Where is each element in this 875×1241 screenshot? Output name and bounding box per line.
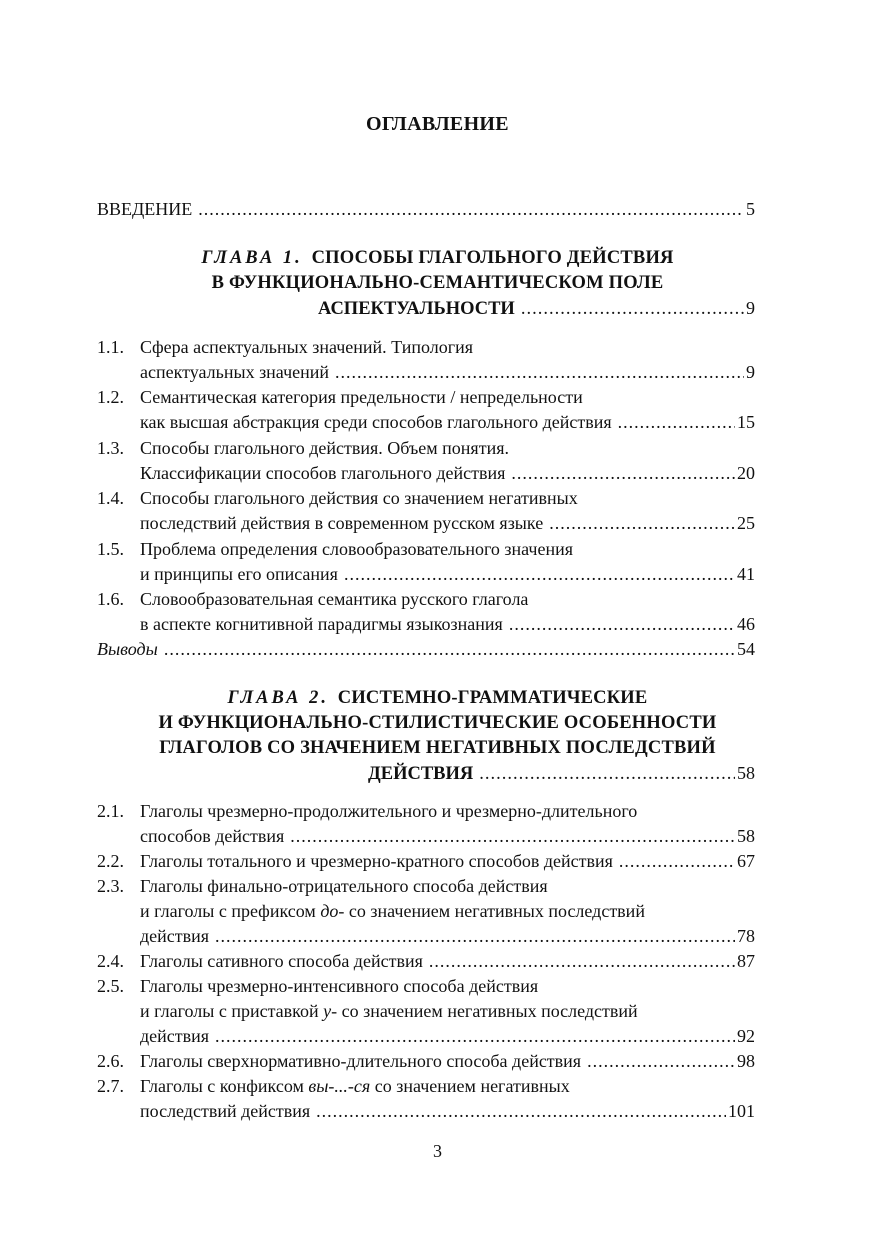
page-ref: 92 <box>737 1026 755 1046</box>
entry-label: ВВЕДЕНИЕ <box>97 199 193 219</box>
leader-dots <box>290 824 735 849</box>
page-ref: 9 <box>746 298 755 318</box>
section-number: 2.2. <box>97 851 124 871</box>
toc-entry-chapter-2[interactable] <box>368 761 755 786</box>
toc-entry-section-2-4[interactable] <box>140 949 755 974</box>
leader-dots <box>429 949 735 974</box>
page-ref: 54 <box>737 639 755 659</box>
chapter-2-title-part-4: ДЕЙСТВИЯ <box>368 764 474 784</box>
toc-entry-section-2-1[interactable] <box>140 824 755 849</box>
leader-dots <box>479 762 735 787</box>
confix-term: вы-...-ся <box>308 1076 371 1096</box>
section-title-line-1[interactable]: Способы глагольного действия со значением негативных <box>140 488 578 508</box>
leader-dots <box>619 849 735 874</box>
chapter-1-heading-line-1 <box>0 246 875 271</box>
leader-dots <box>215 1024 735 1049</box>
text-run: Глаголы с конфиксом <box>140 1076 309 1096</box>
toc-entry-chapter-1[interactable] <box>318 296 755 321</box>
toc-entry-section-2-3[interactable] <box>140 924 755 949</box>
prefix-term: до- <box>320 901 345 921</box>
section-title-line-1[interactable]: Семантическая категория предельности / непредельности <box>140 387 583 407</box>
entry-label: Выводы <box>97 639 158 659</box>
page-ref: 67 <box>737 851 755 871</box>
toc-entry-section-2-2[interactable] <box>140 849 755 874</box>
leader-dots <box>511 461 735 486</box>
section-title-line-1[interactable] <box>140 1074 570 1099</box>
leader-dots <box>587 1049 735 1074</box>
page-ref: 46 <box>737 614 755 634</box>
chapter-1-title-part-1: СПОСОБЫ ГЛАГОЛЬНОГО ДЕЙСТВИЯ <box>311 248 674 268</box>
toc-entry-section-2-7[interactable] <box>140 1099 755 1124</box>
leader-dots <box>344 562 735 587</box>
toc-entry-section-1-1[interactable] <box>140 360 755 385</box>
section-title-line-2: как высшая абстракция среди способов глагольного действия <box>140 412 612 432</box>
section-title-line-1[interactable]: Словообразовательная семантика русского глагола <box>140 589 529 609</box>
page-ref: 15 <box>737 412 755 432</box>
chapter-2-heading-line-2: И ФУНКЦИОНАЛЬНО-СТИЛИСТИЧЕСКИЕ ОСОБЕННОСТИ <box>158 713 717 733</box>
page-ref: 20 <box>737 463 755 483</box>
page-ref: 78 <box>737 926 755 946</box>
section-number: 2.6. <box>97 1051 124 1071</box>
section-number: 2.4. <box>97 951 124 971</box>
section-title-line-2[interactable] <box>140 999 638 1024</box>
page-ref: 5 <box>746 199 755 219</box>
section-number: 2.3. <box>97 876 124 896</box>
page-number: 3 <box>433 1141 442 1161</box>
chapter-2-title-part-1: СИСТЕМНО-ГРАММАТИЧЕСКИЕ <box>337 688 648 708</box>
text-run: и глаголы с приставкой <box>140 1001 324 1021</box>
chapter-1-title-part-3: АСПЕКТУАЛЬНОСТИ <box>318 299 515 319</box>
section-number: 1.3. <box>97 438 124 458</box>
leader-dots <box>164 637 735 662</box>
section-title-line-1[interactable]: Способы глагольного действия. Объем понятия. <box>140 438 509 458</box>
toc-entry-section-1-4[interactable] <box>140 511 755 536</box>
section-title-line-2: в аспекте когнитивной парадигмы языкознания <box>140 614 503 634</box>
section-number: 2.1. <box>97 801 124 821</box>
toc-entry-section-1-6[interactable] <box>140 612 755 637</box>
section-number: 1.4. <box>97 488 124 508</box>
section-number: 1.2. <box>97 387 124 407</box>
text-run: со значением негативных последствий <box>337 1001 638 1021</box>
page-ref: 101 <box>728 1101 755 1121</box>
page-ref: 98 <box>737 1051 755 1071</box>
section-number: 1.5. <box>97 539 124 559</box>
leader-dots <box>198 197 744 222</box>
toc-entry-section-1-2[interactable] <box>140 410 755 435</box>
section-number: 1.6. <box>97 589 124 609</box>
chapter-2-lead: ГЛАВА 2. <box>227 688 329 708</box>
section-title-line-1[interactable]: Проблема определения словообразовательного значения <box>140 539 573 559</box>
leader-dots <box>316 1099 726 1124</box>
text-run: со значением негативных <box>370 1076 570 1096</box>
toc-entry-section-2-6[interactable] <box>140 1049 755 1074</box>
prefix-term: у- <box>323 1001 338 1021</box>
section-title-line-1: Глаголы сверхнормативно-длительного способа действия <box>140 1051 582 1071</box>
leader-dots <box>335 360 744 385</box>
chapter-2-heading-line-3: ГЛАГОЛОВ СО ЗНАЧЕНИЕМ НЕГАТИВНЫХ ПОСЛЕДСТВИЙ <box>159 738 716 758</box>
leader-dots <box>509 612 735 637</box>
page-ref: 25 <box>737 513 755 533</box>
section-title-line-2: способов действия <box>140 826 285 846</box>
toc-entry-section-1-3[interactable] <box>140 461 755 486</box>
section-title-line-1[interactable]: Глаголы чрезмерно-интенсивного способа действия <box>140 976 539 996</box>
section-title-line-2: последствий действия в современном русском языке <box>140 513 544 533</box>
section-title-line-2: последствий действия <box>140 1101 311 1121</box>
section-number: 2.7. <box>97 1076 124 1096</box>
section-title-line-1[interactable]: Глаголы финально-отрицательного способа действия <box>140 876 548 896</box>
page-ref: 58 <box>737 826 755 846</box>
leader-dots <box>618 410 735 435</box>
toc-entry-conclusions[interactable] <box>97 637 755 662</box>
section-title-line-3: действия <box>140 926 210 946</box>
section-title-line-1: Глаголы тотального и чрезмерно-кратного способов действия <box>140 851 613 871</box>
section-title-line-2: аспектуальных значений <box>140 362 330 382</box>
section-number: 2.5. <box>97 976 124 996</box>
page-ref: 87 <box>737 951 755 971</box>
section-title-line-1: Глаголы сативного способа действия <box>140 951 423 971</box>
section-title-line-2: Классификации способов глагольного действия <box>140 463 506 483</box>
leader-dots <box>549 511 735 536</box>
section-title-line-1[interactable]: Глаголы чрезмерно-продолжительного и чрезмерно-длительного <box>140 801 638 821</box>
chapter-2-heading-line-1 <box>0 686 875 711</box>
toc-entry-section-1-5[interactable] <box>140 562 755 587</box>
text-run: и глаголы с префиксом <box>140 901 321 921</box>
chapter-1-lead: ГЛАВА 1. <box>201 248 303 268</box>
page-title: ОГЛАВЛЕНИЕ <box>366 113 509 135</box>
toc-entry-section-2-5[interactable] <box>140 1024 755 1049</box>
section-title-line-2: и принципы его описания <box>140 564 338 584</box>
page-ref: 41 <box>737 564 755 584</box>
toc-entry-introduction[interactable] <box>97 197 755 222</box>
text-run: со значением негативных последствий <box>344 901 645 921</box>
leader-dots <box>215 924 735 949</box>
section-number: 1.1. <box>97 337 124 357</box>
leader-dots <box>521 297 744 322</box>
section-title-line-3: действия <box>140 1026 210 1046</box>
section-title-line-2[interactable] <box>140 899 645 924</box>
section-title-line-1[interactable]: Сфера аспектуальных значений. Типология <box>140 337 474 357</box>
page-ref: 58 <box>737 763 755 783</box>
chapter-1-heading-line-2: В ФУНКЦИОНАЛЬНО-СЕМАНТИЧЕСКОМ ПОЛЕ <box>211 273 664 293</box>
page-ref: 9 <box>746 362 755 382</box>
